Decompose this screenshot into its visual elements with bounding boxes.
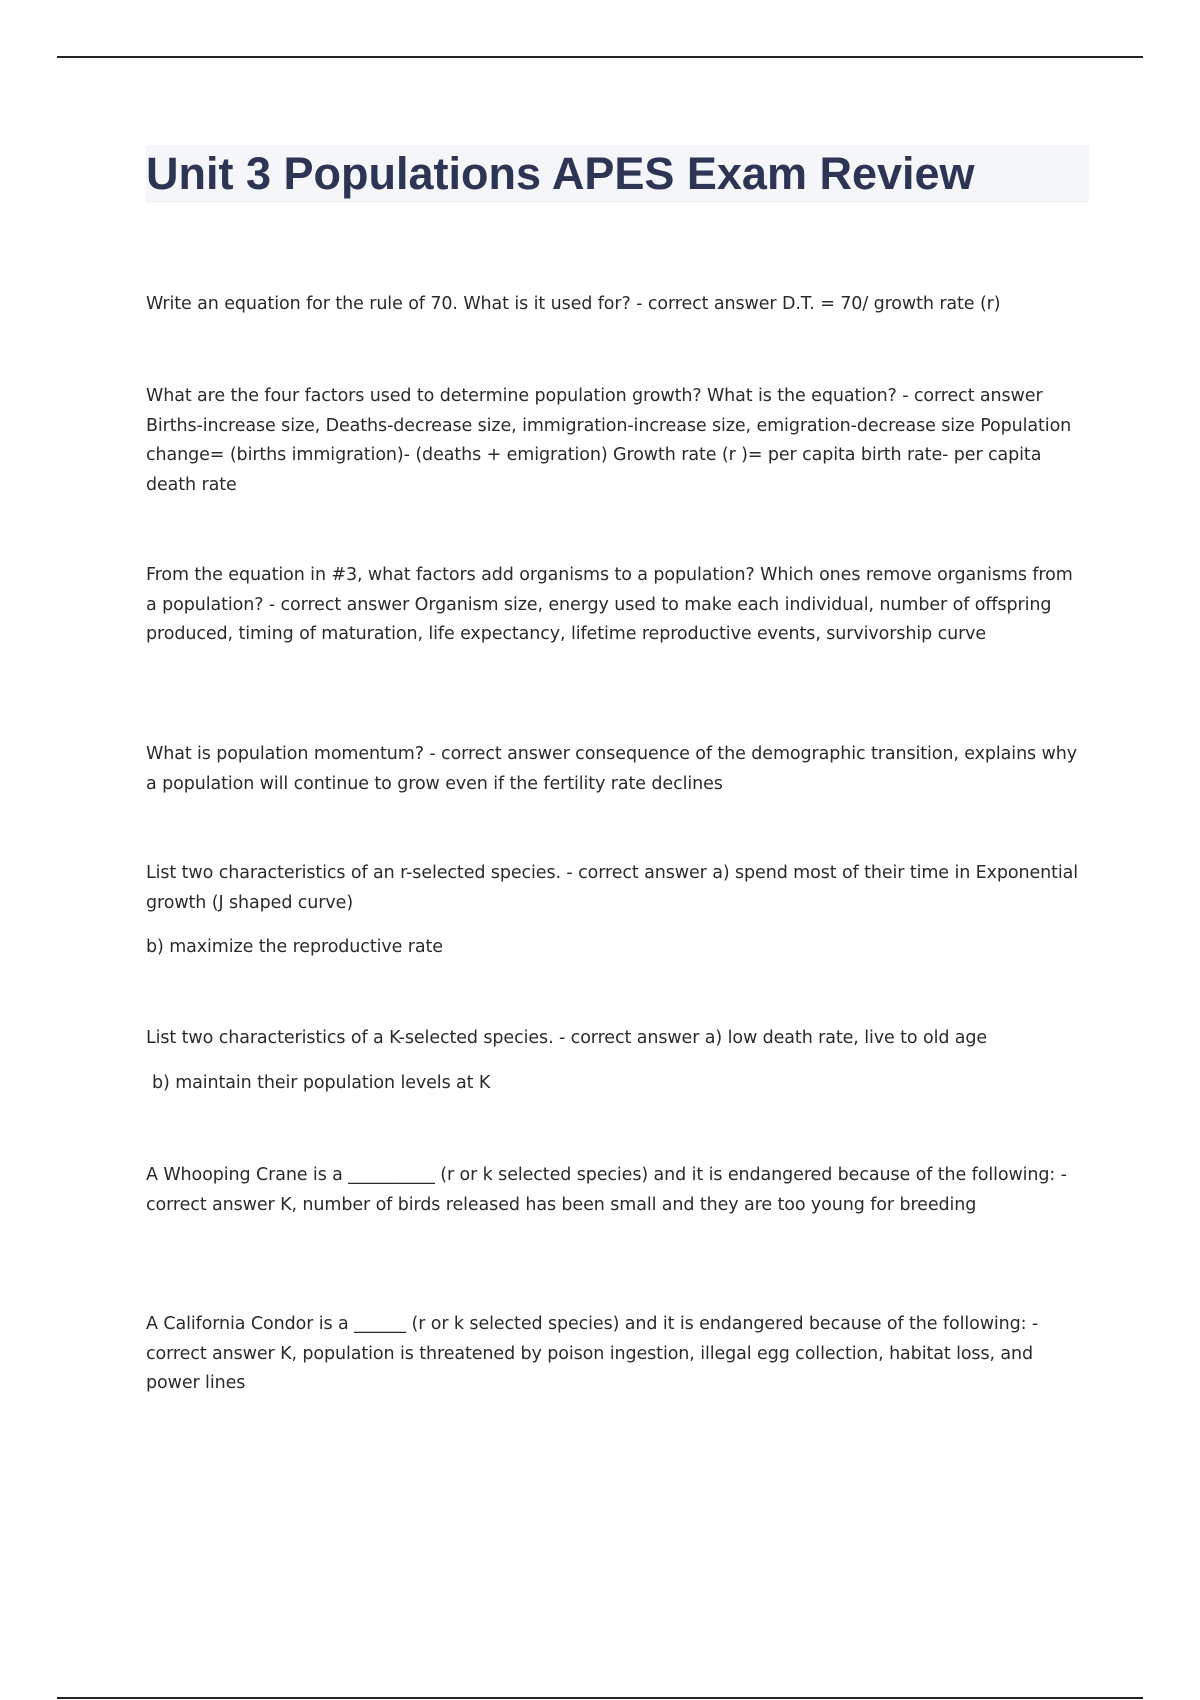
bottom-rule	[57, 1697, 1143, 1699]
qa-item-2-text: What are the four factors used to determine population growth? What is the equation? - correct answer Births-increase size, Deaths-decrease size, immigration-increase size, emigration-decrease size Population change= (births immigration)- (deaths + emigration) Growth rate (r )= per capita birth rate- per capita death rate	[146, 386, 1072, 495]
qa-item-1	[146, 290, 1086, 320]
qa-item-5-text-a: List two characteristics of an r-selected species. - correct answer a) spend most of their time in Exponential growth (J shaped curve)	[146, 863, 1079, 913]
document-title: Unit 3 Populations APES Exam Review	[146, 148, 975, 199]
qa-item-8-text: A California Condor is a ______ (r or k selected species) and it is endangered because of the following: - correct answer K, population is threatened by poison ingestion, illegal egg collection, habitat loss, and power lines	[146, 1314, 1039, 1393]
qa-item-7	[146, 1161, 1086, 1220]
qa-item-8	[146, 1310, 1086, 1399]
qa-item-6-text-a: List two characteristics of a K-selected species. - correct answer a) low death rate, live to old age	[146, 1028, 988, 1048]
top-rule	[57, 56, 1143, 58]
qa-item-1-text: Write an equation for the rule of 70. What is it used for? - correct answer D.T. = 70/ growth rate (r)	[146, 294, 1001, 314]
qa-item-2	[146, 382, 1086, 500]
qa-item-7-text: A Whooping Crane is a __________ (r or k selected species) and it is endangered because of the following: - correct answer K, number of birds released has been small and they are too young for breeding	[146, 1165, 1067, 1215]
qa-item-3	[146, 561, 1086, 650]
qa-item-4-text: What is population momentum? - correct answer consequence of the demographic transition, explains why a population will continue to grow even if the fertility rate declines	[146, 744, 1077, 794]
qa-item-5-text-b: b) maximize the reproductive rate	[146, 937, 443, 957]
qa-item-4	[146, 740, 1086, 799]
qa-item-6	[146, 1024, 1086, 1098]
qa-item-5	[146, 859, 1086, 963]
qa-item-3-text: From the equation in #3, what factors add organisms to a population? Which ones remove organisms from a population? - correct answer Organism size, energy used to make each individual, number of offspring produced, timing of maturation, life expectancy, lifetime reproductive events, survivorship curve	[146, 565, 1073, 644]
qa-item-6-text-b: b) maintain their population levels at K	[152, 1072, 491, 1093]
